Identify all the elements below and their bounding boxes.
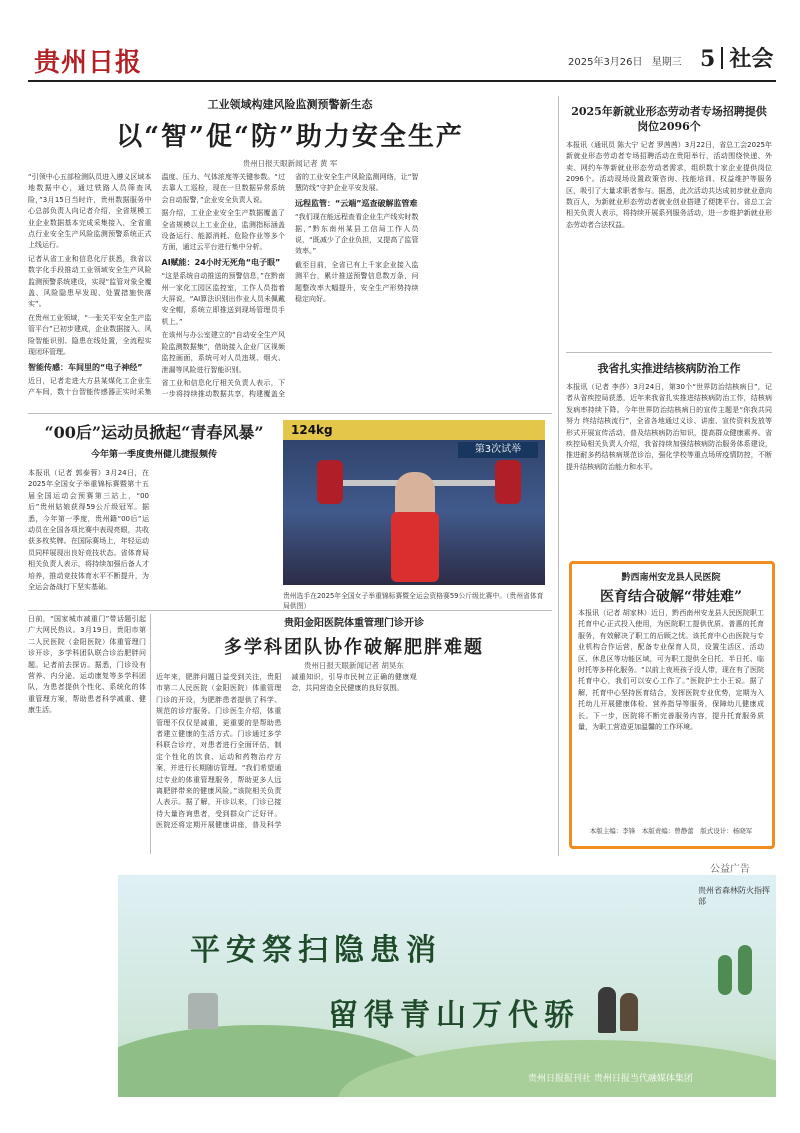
- boxed-title: 医育结合破解“带娃难”: [599, 589, 743, 605]
- highlighted-story: [569, 561, 775, 849]
- ad-sponsor: 贵州省森林防火指挥部: [698, 886, 770, 906]
- subheading: 智能传感：车间里的“电子神经”: [28, 362, 143, 372]
- youth-article-body: 本报讯（记者 郭泰蓉）3月24日，在2025年全国女子举重锦标赛暨第十五届全国运动会预赛第三站上，“00后”贵州姑娘获得59公斤级冠军。据悉，今年第一季度，贵州籍“00后”运动员在全国各项比赛中表现亮眼，共收获多枚奖牌。在国际赛场上，年轻运动员同样展现出良好竞技状态。省体育局相关负责人表示，将持续加强后备人才培养，推动竞技体育水平不断提升，为全运会备战打下坚实基础。: [28, 469, 149, 592]
- boxed-body: 本报讯（记者 胡家林）近日，黔西南州安龙县人民医院职工托育中心正式投入使用，为医院职工提供优质、普惠的托育服务，有效解决了职工的后顾之忧。该托育中心由医院与专业机构合作运营，配备专业保育人员，设置生活区、活动区、休息区等功能区域，可为职工提供全日托、半日托、临时托等多样化服务。“以前上夜班孩子没人带，现在有了医院托育中心，我们可以安心工作了。”医院护士小王说。据了解，托育中心坚持医育结合，发挥医院专业优势，定期为入托幼儿开展健康体检、营养指导等服务，保障幼儿健康成长。下一步，医院将不断完善服务内容，提升托育服务质量，为职工营造更加温馨的工作环境。: [578, 609, 764, 732]
- person-figure: [598, 987, 616, 1033]
- section-rule: [566, 352, 772, 353]
- athlete-suit: [391, 512, 439, 582]
- paragraph: “引领中心五部检测队员进入遵义区域本地数据中心，通过铁路人员筛查风险，”3月15日当时许，贵州数据服务中心总部负责人向记者介绍，全省规模工业企业数据基本完成采集接入，全省重点行业安全生产风险监测预警系统正式上线运行。: [28, 173, 152, 250]
- youth-title: “00后”运动员掀起“青春风暴”: [44, 423, 264, 442]
- weightlifting-photo: [283, 420, 545, 585]
- health-left-body: 日前，“国家城市减重门”带话题引起广大网民热议。3月19日，贵阳市第二人民医院（金阳医院）体重管理门诊开诊，多学科团队联合诊治肥胖问题。记者前去探访。据悉，门诊设有营养、内分泌、运动康复等多学科团队，为患者提供个性化、系统化的体重管理方案，帮助患者科学减重、健康生活。: [28, 615, 146, 715]
- main-headline-block: [28, 96, 552, 156]
- health-byline: 贵州日报天眼新闻记者 胡昊东: [304, 661, 404, 670]
- paragraph: 截至目前，全省已有上千家企业接入监测平台，累计推送预警信息数万条，问题整改率大幅提升，安全生产形势持续稳定向好。: [295, 260, 419, 304]
- issue-date: 2025年3月26日: [568, 57, 643, 68]
- paragraph: 近日，记者走进大方县某煤化工企业生产车间，数十台智能传感器正实时采集温度、压力、气体浓度等关键参数。“过去靠人工巡检，现在一旦数据异常系统会自动报警，”企业安全负责人说。: [28, 173, 285, 397]
- section-name: 社会: [729, 46, 774, 72]
- paragraph: “这是系统自动推送的预警信息，”在黔南州一家化工园区监控室，工作人员指着大屏说，“AI算法识别出作业人员未佩戴安全帽，系统立即推送到现场管理员手机上。”: [161, 272, 285, 326]
- jobs-article: 本报讯（通讯员 陈大宁 记者 罗茜茜）3月22日，省总工会2025年新就业形态劳动者专场招聘活动在贵阳举行，活动围绕快递、外卖、网约车等新就业形态劳动者需求，组织数十家企业提供岗位2096个。活动现场设置政策咨询、技能培训、权益维护等服务区，吸引了大量求职者参与。据悉，此次活动共达成初步就业意向数百人，为新就业形态劳动者就业创业搭建了便捷平台。省总工会相关负责人表示，将持续开展系列服务活动，进一步维护新就业形态劳动者合法权益。: [566, 141, 772, 229]
- divider: [721, 47, 723, 69]
- boxed-kicker: 黔西南州安龙县人民医院: [621, 573, 721, 583]
- public-service-ad: [118, 875, 776, 1097]
- subheading: AI赋能：24小时无死角“电子眼”: [161, 257, 281, 267]
- photo-badge: 第3次试举: [458, 442, 538, 458]
- column-rule: [558, 96, 559, 856]
- health-article: [156, 672, 552, 854]
- publisher-credit: 贵州日报报刊社 贵州日报当代融媒体集团: [528, 1074, 693, 1084]
- photo-caption: 贵州选手在2025年全国女子举重锦标赛暨全运会资格赛59公斤级比赛中。（贵州省体育局供图）: [283, 592, 544, 610]
- person-figure: [620, 993, 638, 1031]
- weight-plate: [495, 460, 521, 504]
- newspaper-logo: 贵州日报: [34, 48, 143, 78]
- paragraph: 记者从省工业和信息化厅获悉，我省以数字化手段推动工业领域安全生产风险监测预警系统建设，实现“监管对象全覆盖、风险隐患早发现、处置措施快落实”。: [28, 254, 152, 309]
- tb-title: 我省扎实推进结核病防治工作: [597, 362, 741, 375]
- photo-banner-text: 124kg: [291, 423, 333, 437]
- column-rule: [150, 614, 151, 854]
- section-rule: [28, 610, 552, 611]
- tombstone: [188, 993, 218, 1029]
- health-title: 多学科团队协作破解肥胖难题: [224, 637, 484, 658]
- health-article-body: 近年来，肥胖问题日益受到关注，贵阳市第二人民医院（金阳医院）体重管理门诊的开设，为肥胖患者提供了科学、规范的诊疗服务。门诊医生介绍，体重管理不仅仅是减重，更重要的是帮助患者建立健康的生活方式。门诊通过多学科联合诊疗，对患者进行全面评估，制定个性化的饮食、运动和药物治疗方案，并进行长期随访管理。“我们希望通过专业的体重管理服务，帮助更多人远离肥胖带来的健康风险。”该院相关负责人表示。据了解，开诊以来，门诊已接待大量咨询患者，受到群众广泛好评。医院还将定期开展健康讲座，普及科学减重知识，引导市民树立正确的健康观念，共同营造全民健康的良好氛围。: [156, 673, 417, 830]
- tb-headline: [566, 360, 772, 378]
- page-section: [700, 42, 773, 73]
- issue-weekday: 星期三: [651, 57, 682, 68]
- tree: [718, 955, 732, 995]
- hill: [338, 1040, 776, 1097]
- main-article: [28, 172, 552, 408]
- ad-slogan-line1: 平安祭扫隐患消: [190, 933, 442, 968]
- main-title: 以“智”促“防”助力安全生产: [116, 122, 464, 152]
- paragraph: 据介绍，工业企业安全生产数据覆盖了全省规模以上工业企业，监测指标涵盖设备运行、能源消耗、危险作业等多个方面，通过云平台进行集中分析。: [161, 209, 285, 252]
- page-number: 5: [700, 46, 716, 72]
- health-kicker: 贵阳金阳医院体重管理门诊开诊: [284, 618, 424, 629]
- health-headline: [156, 614, 552, 658]
- youth-subtitle: 今年第一季度贵州健儿捷报频传: [90, 450, 217, 460]
- editor-credits: 本版主编：李锋 本版责编：曾静蕾 版式设计：杨晓军: [589, 827, 753, 835]
- paragraph: 在该州与办公室建立的“自动安全生产风险监测数据集”，借助接入企业厂区视频监控画面，系统可对人员违规、烟火、泄漏等风险进行智能识别。: [161, 331, 285, 374]
- main-byline: 贵州日报天眼新闻记者 黄 军: [242, 159, 338, 168]
- tree: [738, 945, 752, 995]
- youth-article: [28, 468, 280, 606]
- tb-article: 本报讯（记者 李莎）3月24日，第30个“世界防治结核病日”，记者从省疾控局获悉，近年来我省扎实推进结核病防治工作，结核病发病率持续下降。今年世界防治结核病日的宣传主题是“你我共同努力 终结结核流行”，全省各地通过义诊、讲座、宣传资料发放等形式开展宣传活动，普及结核病防治知识，提高群众健康素养。省疾控局相关负责人介绍，我省持续加强结核病防治服务体系建设，推进耐多药结核病规范诊治，强化学校等重点场所疫情防控，不断提升结核病防治能力和水平。: [566, 383, 772, 471]
- weight-plate: [317, 460, 343, 504]
- issue-info: [568, 53, 688, 68]
- jobs-title: 2025年新就业形态劳动者专场招聘提供岗位2096个: [571, 105, 767, 133]
- paragraph: 在贵州工业领域，“一张关平安全生产监管平台”已初步建成，企业数据接入、风险智能识别、隐患在线处置，全流程实现闭环管理。: [28, 313, 152, 357]
- main-kicker: 工业领域构建风险监测预警新生态: [207, 98, 373, 111]
- section-rule: [28, 413, 552, 414]
- youth-headline: [28, 420, 280, 464]
- ad-label: 公益广告: [710, 864, 750, 875]
- paragraph: “我们现在能远程查看企业生产线实时数据，”黔东南州某县工信局工作人员说，“既减少了企业负担，又提高了监管效率。”: [295, 213, 419, 256]
- masthead: [28, 40, 776, 82]
- paragraph: 省工业和信息化厅相关负责人表示，下一步将持续推动数据共享，构建覆盖全省的工业安全生产风险监测网络，让“智慧防线”守护企业平安发展。: [161, 173, 419, 399]
- jobs-headline: [566, 104, 772, 134]
- ad-slogan-line2: 留得青山万代骄: [328, 998, 580, 1033]
- subheading: 远程监管：“云端”巡查破解监管难: [295, 198, 418, 208]
- health-left-article: [28, 614, 146, 854]
- main-article-body: [28, 172, 552, 408]
